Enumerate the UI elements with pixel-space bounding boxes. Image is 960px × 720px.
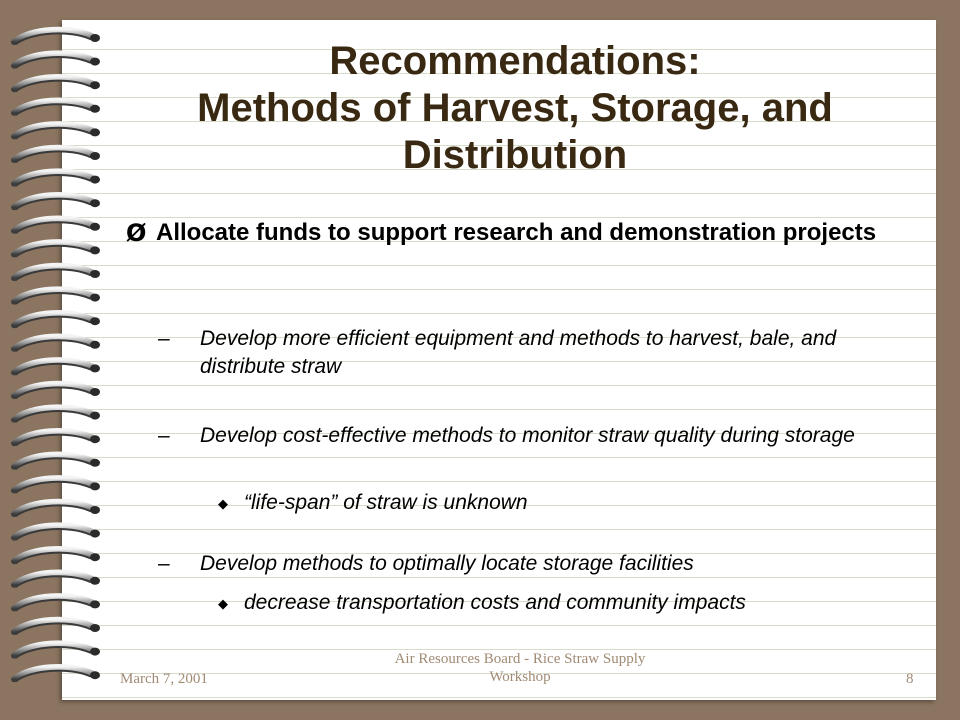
subpoint-2 xyxy=(158,422,898,450)
dash-marker: – xyxy=(158,424,170,447)
main-bullet-text: Allocate funds to support research and demonstration projects xyxy=(156,219,877,246)
binding-hole-icon xyxy=(90,648,100,656)
subpoint-1-text: Develop more efficient equipment and methods to harvest, bale, and distribute straw xyxy=(200,327,837,378)
title-line-1: Recommendations: xyxy=(329,39,701,83)
binding-hole-icon xyxy=(90,58,100,66)
main-bullet xyxy=(126,217,906,249)
binding-hole-icon xyxy=(90,482,100,490)
subpoint-3 xyxy=(158,550,898,578)
binding-hole-icon xyxy=(90,364,100,372)
binding-hole-icon xyxy=(90,459,100,467)
binding-hole-icon xyxy=(90,34,100,42)
binding-hole-icon xyxy=(90,128,100,136)
subpoint-1 xyxy=(158,325,898,381)
slide-title xyxy=(100,38,930,179)
binding-hole-icon xyxy=(90,270,100,278)
diamond-bullet-icon: ◆ xyxy=(218,596,228,611)
binding-hole-icon xyxy=(90,294,100,302)
dash-marker: – xyxy=(158,327,170,350)
footer-page-number: 8 xyxy=(906,671,914,687)
binding-hole-icon xyxy=(90,600,100,608)
subsubpoint-1 xyxy=(218,489,918,517)
binding-hole-icon xyxy=(90,105,100,113)
binding-hole-icon xyxy=(90,412,100,420)
binding-hole-icon xyxy=(90,671,100,679)
subpoint-3-text: Develop methods to optimally locate storage facilities xyxy=(200,552,694,575)
binding-hole-icon xyxy=(90,388,100,396)
binding-hole-icon xyxy=(90,506,100,514)
title-line-3: Distribution xyxy=(402,133,628,177)
binding-hole-icon xyxy=(90,624,100,632)
subsubpoint-2 xyxy=(218,589,918,617)
binding-hole-icon xyxy=(90,176,100,184)
subsubpoint-1-text: “life-span” of straw is unknown xyxy=(244,491,528,514)
dash-marker: – xyxy=(158,552,170,575)
subpoint-2-text: Develop cost-effective methods to monitor straw quality during storage xyxy=(200,424,855,447)
footer-title: Air Resources Board - Rice Straw Supply Workshop xyxy=(394,651,646,685)
footer-date: March 7, 2001 xyxy=(120,671,208,687)
binding-hole-icon xyxy=(90,341,100,349)
binding-hole-icon xyxy=(90,246,100,254)
binding-hole-icon xyxy=(90,317,100,325)
spiral-binding xyxy=(0,20,110,700)
binding-hole-icon xyxy=(90,553,100,561)
diamond-bullet-icon: ◆ xyxy=(218,496,228,511)
title-line-2: Methods of Harvest, Storage, and xyxy=(197,86,833,130)
binding-hole-icon xyxy=(90,152,100,160)
binding-hole-icon xyxy=(90,199,100,207)
binding-hole-icon xyxy=(90,435,100,443)
subsubpoint-2-text: decrease transportation costs and community impacts xyxy=(244,591,746,614)
arrowhead-bullet-icon: Ø xyxy=(126,219,147,247)
binding-hole-icon xyxy=(90,81,100,89)
binding-hole-icon xyxy=(90,223,100,231)
binding-hole-icon xyxy=(90,577,100,585)
binding-hole-icon xyxy=(90,530,100,538)
